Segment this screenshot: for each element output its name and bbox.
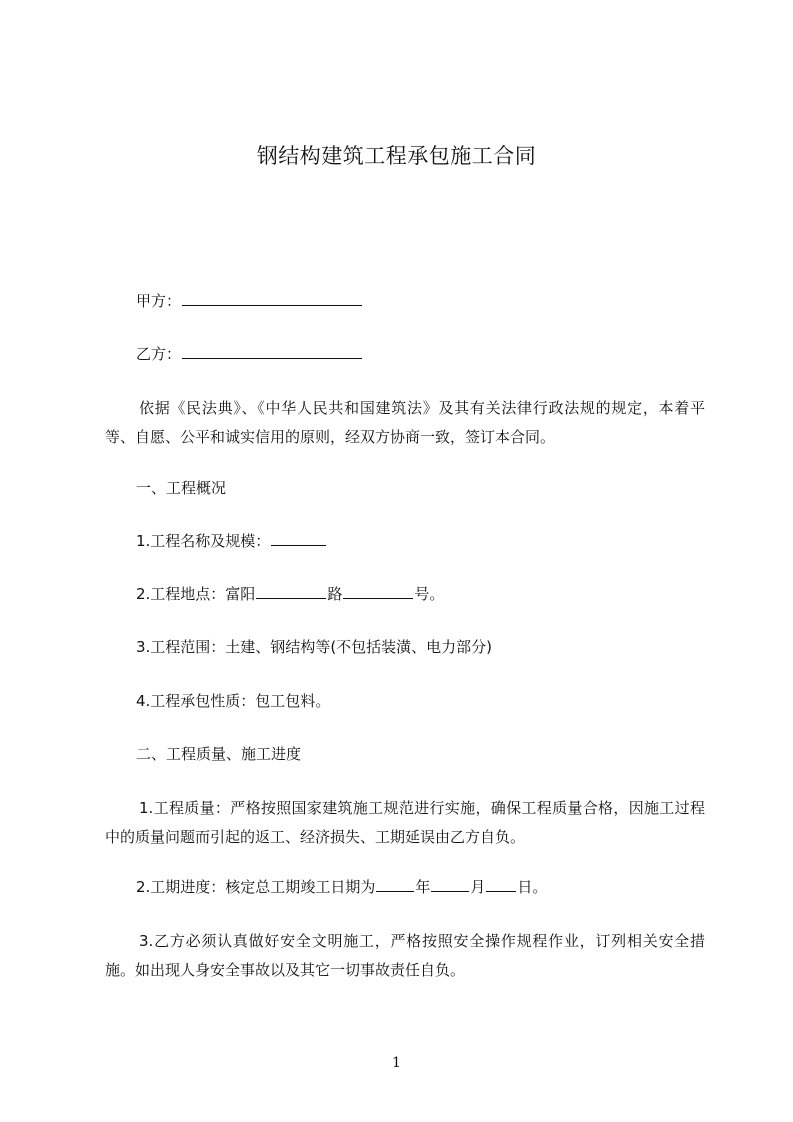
year-blank — [376, 876, 414, 892]
day-blank — [486, 876, 516, 892]
section1-item2 — [136, 583, 444, 605]
number-label: 号。 — [414, 585, 445, 603]
party-b-label: 乙方： — [136, 345, 182, 363]
section1-item1 — [136, 530, 327, 552]
project-name-blank — [271, 530, 326, 546]
year-label: 年 — [415, 878, 431, 896]
section1-item4: 4.工程承包性质：包工包料。 — [136, 692, 331, 710]
month-label: 月 — [470, 878, 486, 896]
section2-heading: 二、工程质量、施工进度 — [136, 745, 302, 763]
schedule-label: 2.工期进度：核定总工期竣工日期为 — [136, 878, 376, 896]
section2-item2 — [136, 876, 547, 898]
party-b-blank — [182, 343, 362, 359]
road-label: 路 — [327, 585, 343, 603]
road-blank — [256, 583, 326, 599]
intro-paragraph: 依据《民法典》、《中华人民共和国建筑法》及其有关法律行政法规的规定，本着平等、自愿、公平和诚实信用的原则，经双方协商一致，签订本合同。 — [105, 399, 705, 446]
project-name-label: 1.工程名称及规模： — [136, 532, 271, 550]
section2-item3: 3.乙方必须认真做好安全文明施工，严格按照安全操作规程作业，订列相关安全措施。如出现人身安全事故以及其它一切事故责任自负。 — [105, 932, 705, 979]
number-blank — [343, 583, 413, 599]
party-a-line — [136, 290, 363, 312]
document-title: 钢结构建筑工程承包施工合同 — [256, 144, 537, 168]
party-b-line — [136, 343, 363, 365]
month-blank — [431, 876, 469, 892]
party-a-blank — [182, 290, 362, 306]
page-number: 1 — [392, 1055, 401, 1071]
project-location-label: 2.工程地点：富阳 — [136, 585, 256, 603]
section1-item3: 3.工程范围：土建、钢结构等(不包括装潢、电力部分) — [136, 638, 493, 656]
day-label: 日。 — [517, 878, 548, 896]
section2-item1: 1.工程质量：严格按照国家建筑施工规范进行实施，确保工程质量合格，因施工过程中的质量问题而引起的返工、经济损失、工期延误由乙方自负。 — [105, 799, 705, 846]
section1-heading: 一、工程概况 — [136, 479, 227, 497]
party-a-label: 甲方： — [136, 292, 182, 310]
